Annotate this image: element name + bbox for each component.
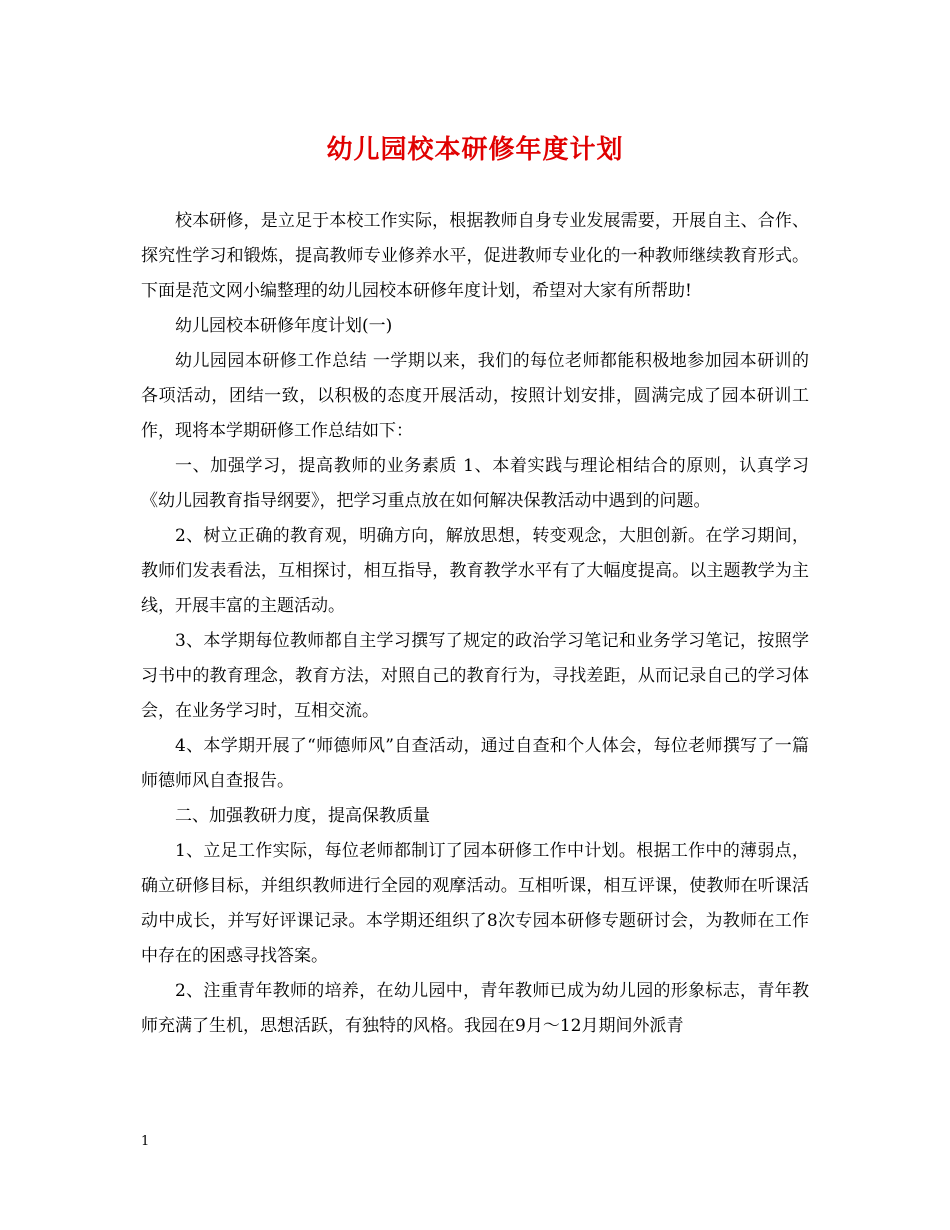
paragraph-section-1-item-4: 4、本学期开展了“师德师风”自查活动，通过自查和个人体会，每位老师撰写了一篇师德师风自查报告。 <box>141 736 809 791</box>
paragraph-section-1-item-1: 一、加强学习，提高教师的业务素质 1、本着实践与理论相结合的原则，认真学习《幼儿园教育指导纲要》，把学习重点放在如何解决保教活动中遇到的问题。 <box>141 456 809 511</box>
paragraph-plan-heading: 幼儿园校本研修年度计划(一) <box>175 316 393 336</box>
paragraph-section-2-item-1: 1、立足工作实际，每位老师都制订了园本研修工作中计划。根据工作中的薄弱点，确立研修目标，并组织教师进行全园的观摩活动。互相听课，相互评课，使教师在听课活动中成长，并写好评课记录。本学期还组织了8次专园本研修专题研讨会，为教师在工作中存在的困惑寻找答案。 <box>141 841 809 966</box>
paragraph-section-2-heading: 二、加强教研力度，提高保教质量 <box>175 806 430 826</box>
document-body <box>141 204 809 1044</box>
paragraph-section-2-item-2: 2、注重青年教师的培养，在幼儿园中，青年教师已成为幼儿园的形象标志，青年教师充满了生机，思想活跃，有独特的风格。我园在9月～12月期间外派青 <box>141 981 809 1036</box>
paragraph-summary: 幼儿园园本研修工作总结 一学期以来，我们的每位老师都能积极地参加园本研训的各项活动，团结一致，以积极的态度开展活动，按照计划安排，圆满完成了园本研训工作，现将本学期研修工作总结如下： <box>141 351 809 441</box>
document-title: 幼儿园校本研修年度计划 <box>326 135 624 165</box>
paragraph-section-1-item-3: 3、本学期每位教师都自主学习撰写了规定的政治学习笔记和业务学习笔记，按照学习书中的教育理念，教育方法，对照自己的教育行为，寻找差距，从而记录自己的学习体会，在业务学习时，互相交流。 <box>141 631 809 721</box>
paragraph-intro: 校本研修，是立足于本校工作实际，根据教师自身专业发展需要，开展自主、合作、探究性学习和锻炼，提高教师专业修养水平，促进教师专业化的一种教师继续教育形式。下面是范文网小编整理的幼儿园校本研修年度计划，希望对大家有所帮助! <box>141 211 809 301</box>
paragraph-section-1-item-2: 2、树立正确的教育观，明确方向，解放思想，转变观念，大胆创新。在学习期间，教师们发表看法，互相探讨，相互指导，教育教学水平有了大幅度提高。以主题教学为主线，开展丰富的主题活动。 <box>141 526 809 616</box>
page-number: 1 <box>141 1134 150 1149</box>
